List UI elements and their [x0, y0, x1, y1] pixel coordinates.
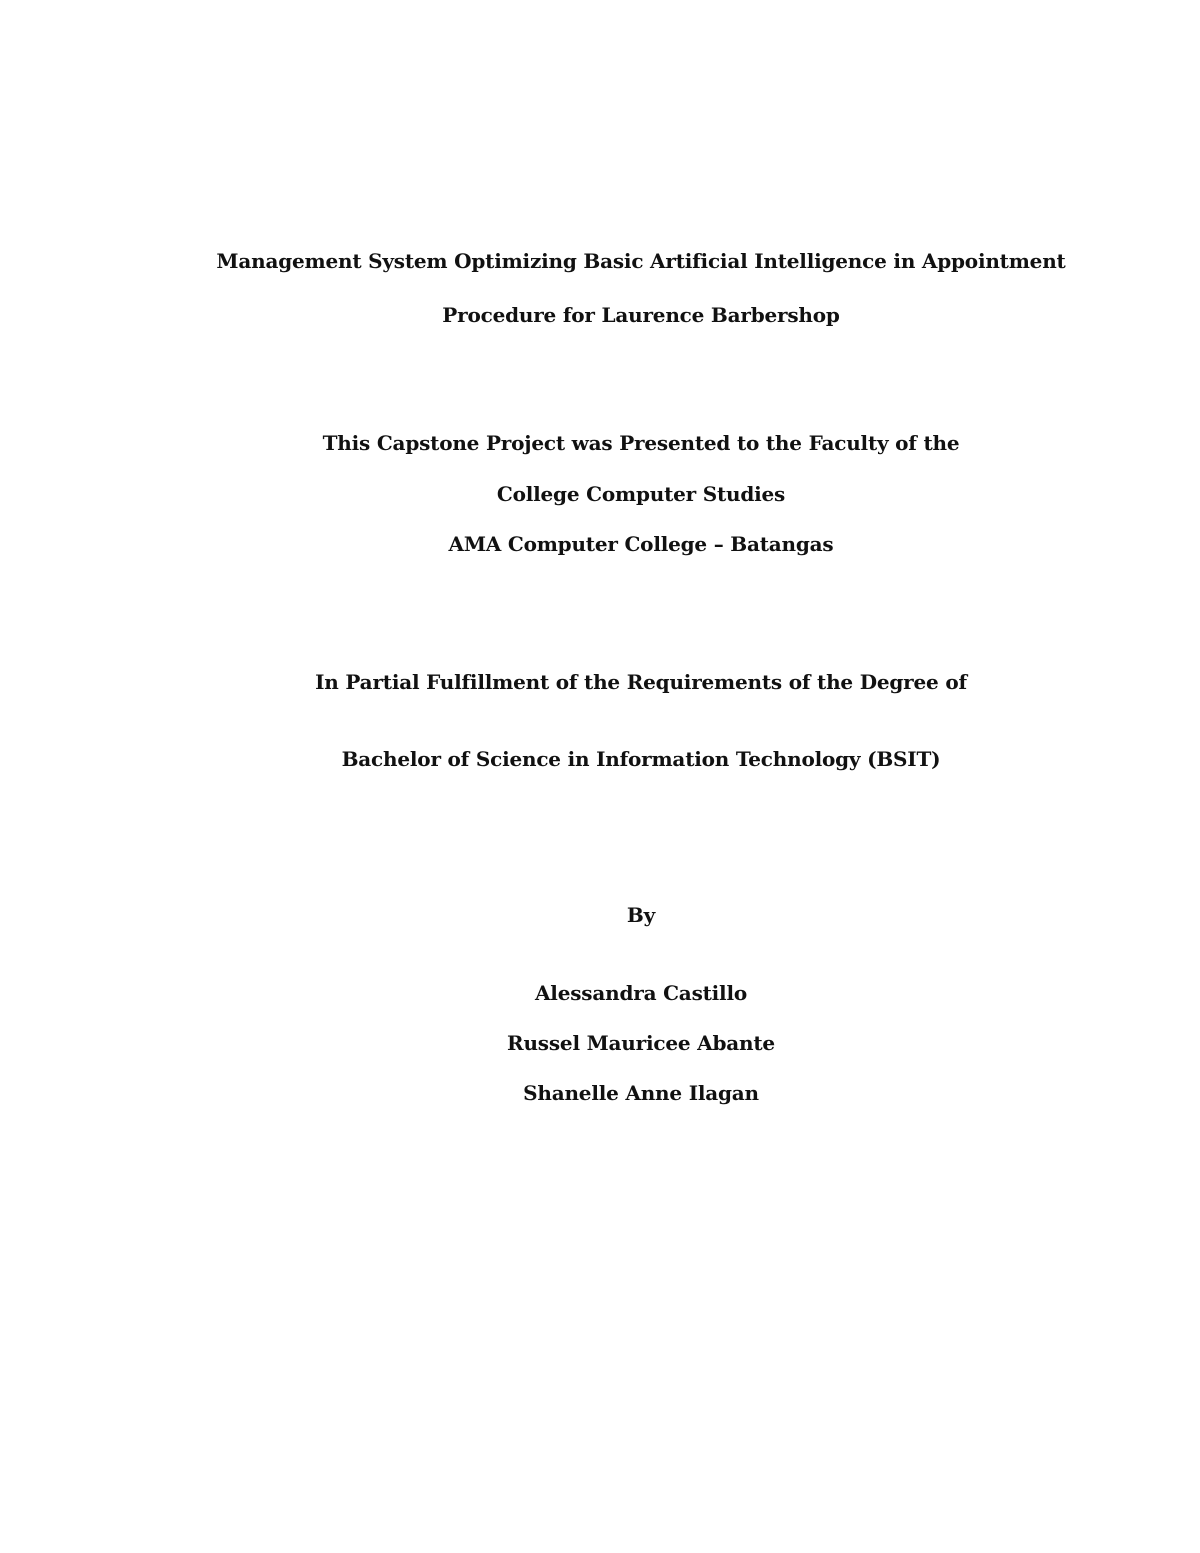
author-name: Alessandra Castillo	[534, 981, 747, 1005]
by-label: By	[626, 903, 656, 927]
fulfillment-line-2: Bachelor of Science in Information Technology (BSIT)	[341, 747, 941, 771]
title-line-1: Management System Optimizing Basic Artificial Intelligence in Appointment	[216, 249, 1066, 273]
presentation-line-3: AMA Computer College – Batangas	[448, 532, 834, 556]
title-line-2: Procedure for Laurence Barbershop	[442, 303, 840, 327]
fulfillment-line-1: In Partial Fulfillment of the Requirements of the Degree of	[315, 670, 967, 694]
presentation-line-1: This Capstone Project was Presented to the Faculty of the	[322, 431, 960, 455]
presentation-line-2: College Computer Studies	[496, 482, 786, 506]
author-name: Russel Mauricee Abante	[507, 1031, 775, 1055]
author-name: Shanelle Anne Ilagan	[523, 1081, 759, 1105]
